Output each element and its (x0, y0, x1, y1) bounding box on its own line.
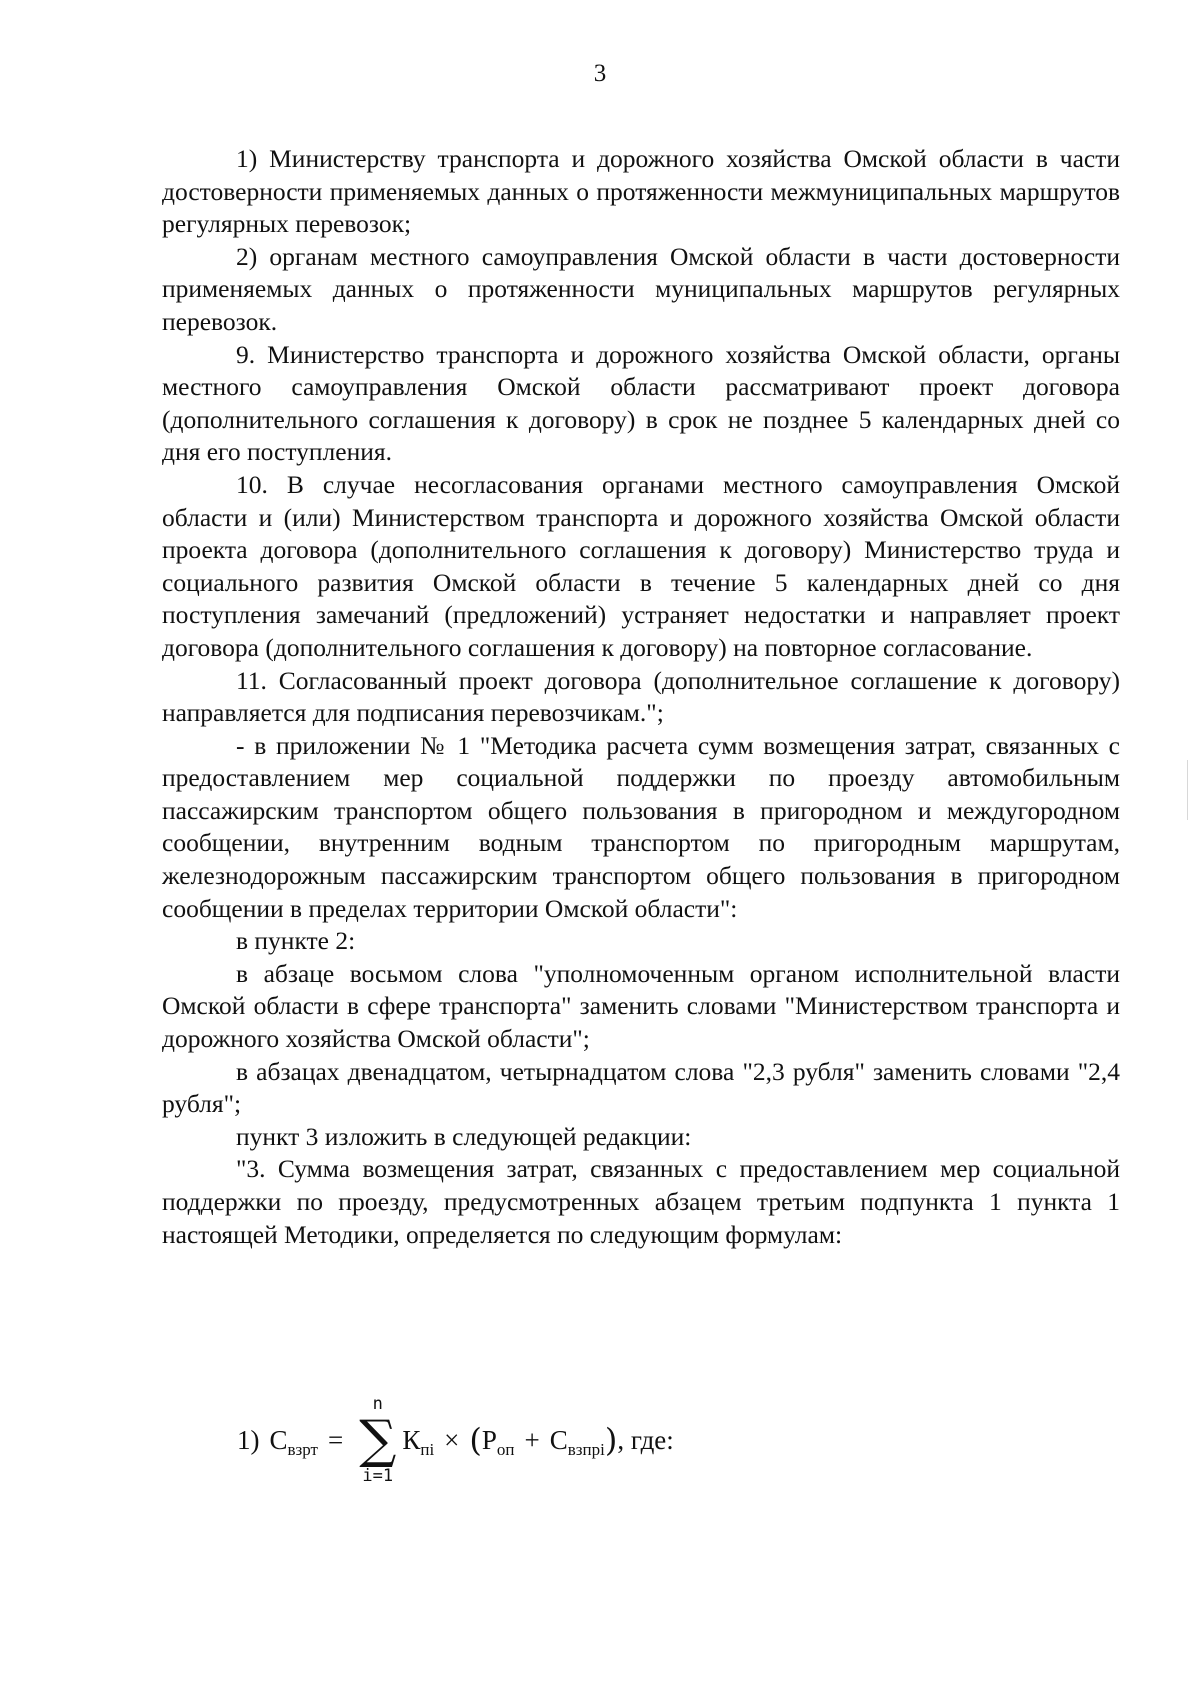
formula-suffix: , где: (617, 1424, 674, 1455)
scan-edge-mark (1187, 760, 1188, 820)
formula-times: × (444, 1424, 460, 1455)
formula-equals: = (327, 1424, 344, 1455)
sum-sign: ∑ (359, 1410, 397, 1470)
paragraph-point-3-intro: пункт 3 изложить в следующей редакции: (236, 1121, 692, 1151)
paragraph-appendix-1: - в приложении № 1 "Методика расчета сумм возмещения затрат, связанных с предоставлением мер социальной поддержки по проезду автомобильным пассажирским транспортом общего пользования в пригородном и междугородном сообщении, внутренним водным транспортом по пригородным маршрутам, железнодорожным пассажирским транспортом общего пользования в пригородном сообщении в пределах территории Омской области": (162, 730, 1120, 923)
formula-lhs: $С_{взрт}$ (269, 1424, 318, 1459)
paragraph-abzac-eighth: в абзаце восьмом слова "уполномоченным органом исполнительной власти Омской области в сфере транспорта" заменить словами "Министерством транспорта и дорожного хозяйства Омской области"; (162, 958, 1120, 1054)
summation-operator (359, 1394, 396, 1486)
formula-factor: $К_{пi}$ (402, 1424, 435, 1459)
formula-open-paren: ( (469, 1421, 482, 1459)
formula-plus: + (524, 1424, 540, 1455)
paragraph-point-11: 11. Согласованный проект договора (дополнительное соглашение к договору) направляется для подписания перевозчикам."; (162, 665, 1120, 728)
paragraph-in-point-2: в пункте 2: (236, 926, 356, 956)
document-body (162, 143, 1120, 1251)
page-number: 3 (593, 60, 607, 87)
formula-1 (237, 1385, 674, 1495)
formula-number: 1) (237, 1424, 260, 1455)
paragraph-abzac-twelfth: в абзацах двенадцатом, четырнадцатом слова "2,3 рубля" заменить словами "2,4 рубля"; (162, 1056, 1120, 1119)
paragraph-item-1: 1) Министерству транспорта и дорожного хозяйства Омской области в части достоверности применяемых данных о протяженности межмуниципальных маршрутов регулярных перевозок; (162, 144, 1120, 239)
sum-lower-limit: i=1 (362, 1466, 394, 1486)
formula-term2: $С_{взпрi}$ (549, 1424, 605, 1459)
sum-upper-limit: n (372, 1394, 383, 1414)
paragraph-item-2: 2) органам местного самоуправления Омской области в части достоверности применяемых данных о протяженности муниципальных маршрутов регулярных перевозок. (162, 241, 1120, 336)
formula-close-paren: ) (604, 1421, 618, 1459)
paragraph-point-3-text: "3. Сумма возмещения затрат, связанных с предоставлением мер социальной поддержки по проезду, предусмотренных абзацем третьим подпункта 1 пункта 1 настоящей Методики, определяется по следующим формулам: (162, 1154, 1120, 1249)
paragraph-point-9: 9. Министерство транспорта и дорожного хозяйства Омской области, органы местного самоуправления Омской области рассматривают проект договора (дополнительного соглашения к договору) в срок не позднее 5 календарных дней со дня его поступления. (162, 339, 1120, 467)
paragraph-point-10: 10. В случае несогласования органами местного самоуправления Омской области и (или) Министерством транспорта и дорожного хозяйства Омской области проекта договора (дополнительного соглашения к договору) Министерство труда и социального развития Омской области в течение 5 календарных дней со дня поступления замечаний (предложений) устраняет недостатки и направляет проект договора (дополнительного соглашения к договору) на повторное согласование. (162, 469, 1120, 662)
formula-term1: $Р_{оп}$ (481, 1424, 515, 1459)
